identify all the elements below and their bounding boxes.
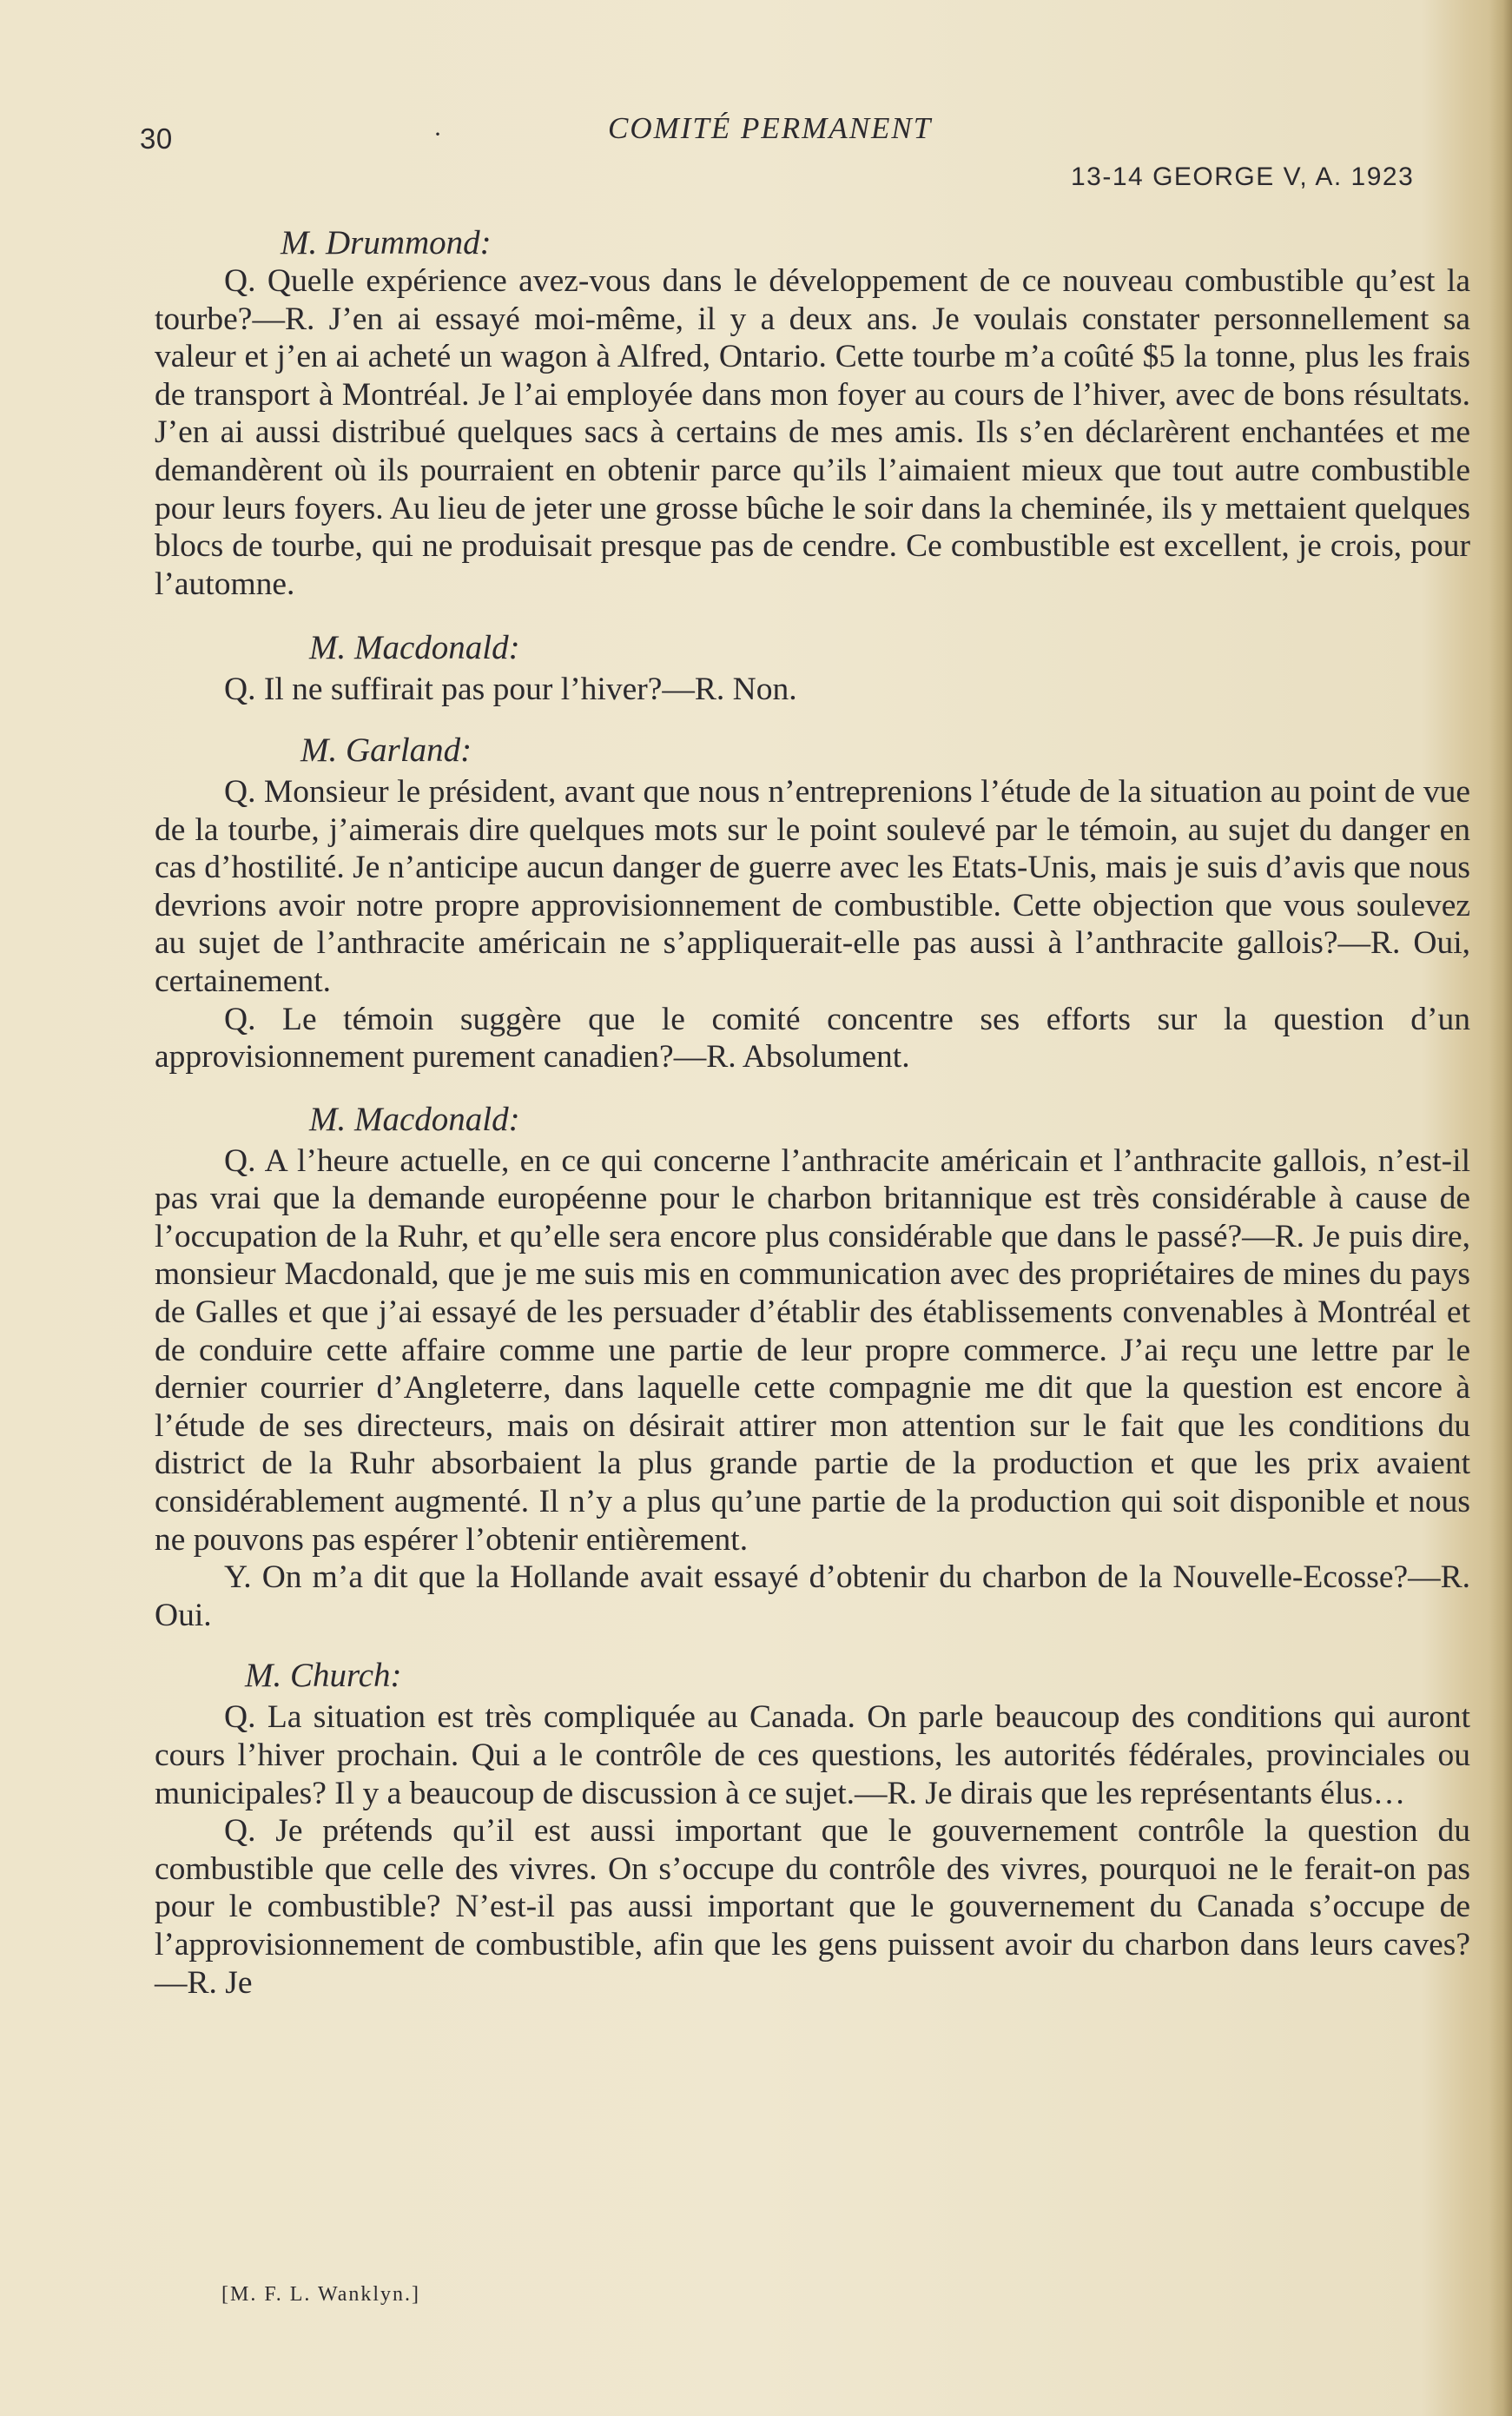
speaker-section xyxy=(155,1101,1470,1635)
page-number: 30 xyxy=(140,122,173,155)
testimony-paragraph: Q. A l’heure actuelle, en ce qui concerne l’anthracite américain et l’anthracite gallois, n’est-il pas vrai que la demande européenne pour le charbon britannique est très considérable à cause de l’occupation de la Ruhr, et qu’elle sera encore plus considérable que dans le passé?—R. Je puis dire, monsieur Macdonald, que je me suis mis en communication avec des propriétaires de mines du pays de Galles et que j’ai essayé de les persuader d’établir des établissements convenables à Montréal et de conduire cette affaire comme une partie de leur propre commerce. J’ai reçu une lettre par le dernier courrier d’Angleterre, dans laquelle cette compagnie me dit que la question est encore à l’étude de ses directeurs, mais on désirait attirer mon attention sur le fait que les conditions du district de la Ruhr absorbaient la plus grande partie de la production et que les prix avaient considérablement augmenté. Il n’y a plus qu’une partie de la production qui soit disponible et nous ne pouvons pas espérer l’obtenir entièrement. xyxy=(155,1142,1470,1558)
speaker-section xyxy=(155,224,1470,603)
speaker-name: M. Drummond: xyxy=(281,224,492,261)
speaker-section xyxy=(155,1657,1470,2002)
speaker-section xyxy=(155,731,1470,1076)
testimony-paragraph: Q. Monsieur le président, avant que nous n’entreprenions l’étude de la situation au point de vue de la tourbe, j’aimerais dire quelques mots sur le point soulevé par le témoin, au sujet du danger en cas d’hostilité. Je n’anticipe aucun danger de guerre avec les Etats-Unis, mais je suis d’avis que nous devrions avoir notre propre approvisionnement de combustible. Cette objection que vous soulevez au sujet de l’anthracite américain ne s’appliquerait-elle pas aussi à l’anthracite gallois?—R. Oui, certainement. xyxy=(155,773,1470,999)
running-title: COMITÉ PERMANENT xyxy=(608,111,933,145)
testimony-paragraph: Q. Quelle expérience avez-vous dans le développement de ce nouveau combustible qu’est la tourbe?—R. J’en ai essayé moi-même, il y a deux ans. Je voulais constater personnellement sa valeur et j’en ai acheté un wagon à Alfred, Ontario. Cette tourbe m’a coûté $5 la tonne, plus les frais de transport à Montréal. Je l’ai employée dans mon foyer au cours de l’hiver, avec de bons résultats. J’en ai aussi distribué quelques sacs à certains de mes amis. Ils s’en déclarèrent enchantées et me demandèrent où ils pourraient en obtenir parce qu’ils l’aimaient mieux que tout autre combustible pour leurs foyers. Au lieu de jeter une grosse bûche le soir dans la cheminée, ils y mettaient quelques blocs de tourbe, qui ne produisait presque pas de cendre. Ce combustible est excellent, je crois, pour l’automne. xyxy=(155,263,1470,602)
speaker-name: M. Macdonald: xyxy=(309,1100,520,1138)
transcript-body xyxy=(155,217,1470,2002)
speaker-name: M. Macdonald: xyxy=(309,629,520,667)
header-dot: · xyxy=(433,120,442,149)
testimony-paragraph: Q. Il ne suffirait pas pour l’hiver?—R. Non. xyxy=(224,672,797,708)
testimony-paragraph: Q. La situation est très compliquée au Canada. On parle beaucoup des conditions qui auront cours l’hiver prochain. Qui a le contrôle de ces questions, les autorités fédérales, provinciales ou municipales? Il y a beaucoup de discussion à ce sujet.—R. Je dirais que les représentants élus… xyxy=(155,1699,1470,1811)
witness-footnote: [M. F. L. Wanklyn.] xyxy=(221,2283,421,2306)
speaker-name: M. Church: xyxy=(245,1657,402,1695)
testimony-paragraph: Q. Le témoin suggère que le comité concentre ses efforts sur la question d’un approvisionnement purement canadien?—R. Absolument. xyxy=(155,1001,1470,1076)
testimony-paragraph: Q. Je prétends qu’il est aussi important que le gouvernement contrôle la question du combustible que celle des vivres. On s’occupe du contrôle des vivres, pourquoi ne le ferait-on pas pour le combustible? N’est-il pas aussi important que le gouvernement du Canada s’occupe de l’approvisionnement de combustible, afin que les gens puissent avoir du charbon dans leurs caves?—R. Je xyxy=(155,1813,1470,2001)
speaker-section xyxy=(155,629,1470,709)
session-reference: 13-14 GEORGE V, A. 1923 xyxy=(1071,162,1415,191)
speaker-name: M. Garland: xyxy=(300,731,472,769)
page-edge-shadow xyxy=(1489,0,1512,2416)
testimony-paragraph: Y. On m’a dit que la Hollande avait essayé d’obtenir du charbon de la Nouvelle-Ecosse?—R. Oui. xyxy=(155,1559,1470,1633)
